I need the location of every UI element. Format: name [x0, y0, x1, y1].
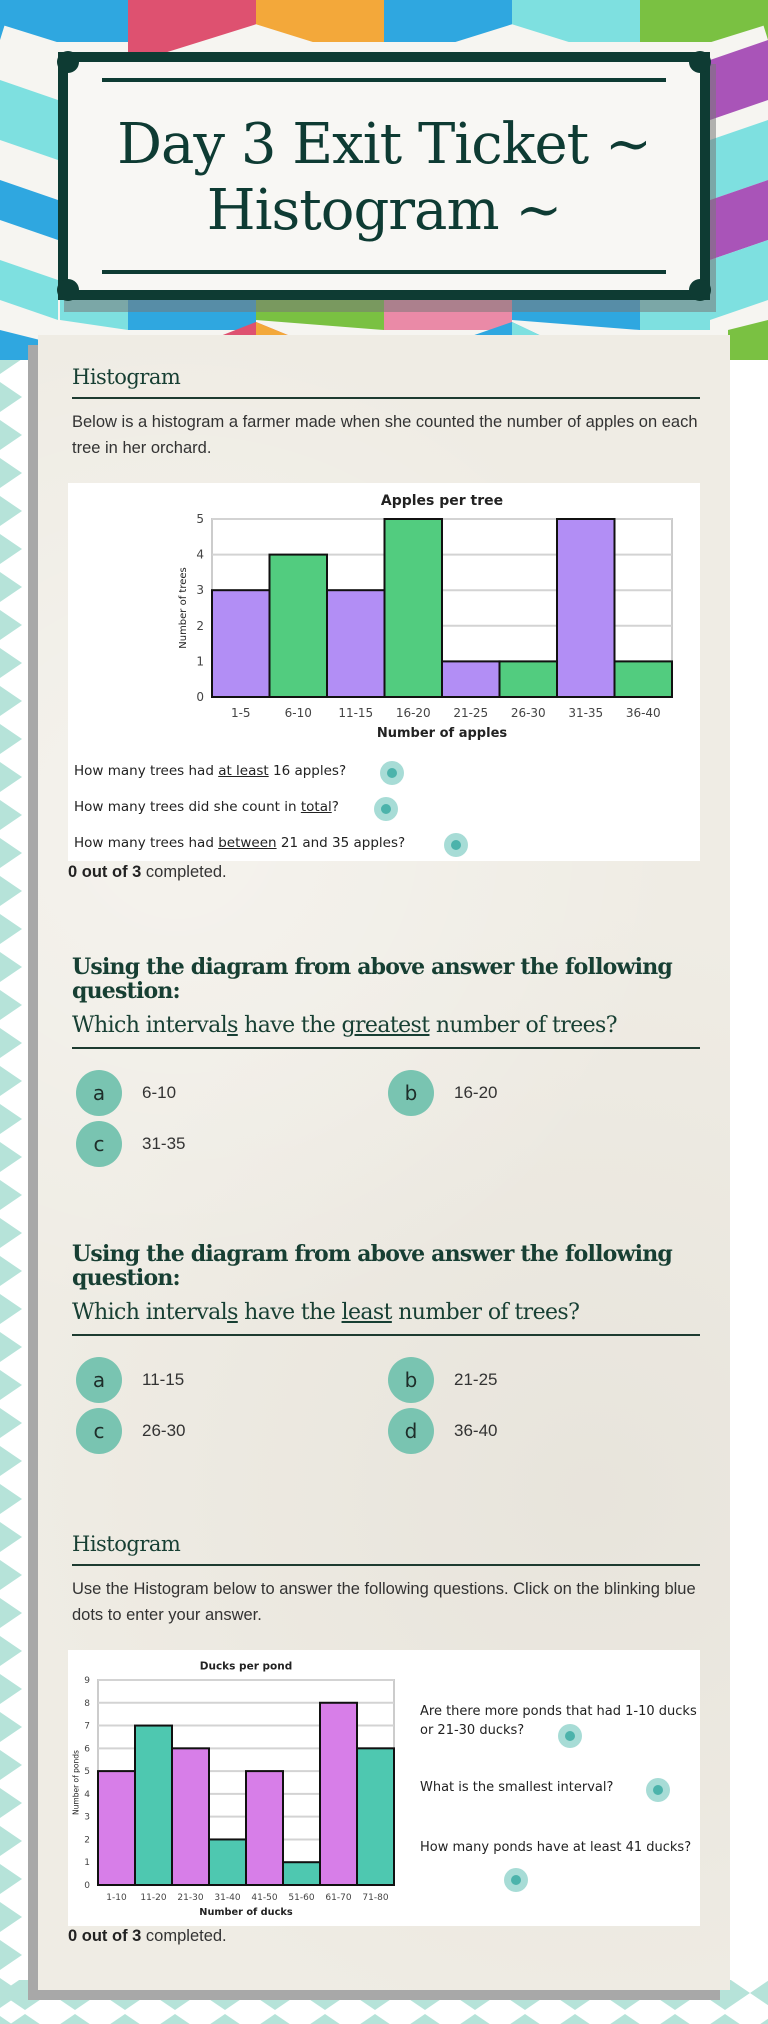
x-tick-label: 11-15 [338, 706, 374, 720]
question-smallest-interval: What is the smallest interval? [420, 1780, 614, 1795]
x-axis-label: Number of ducks [199, 1907, 293, 1918]
answer-dot-4[interactable] [558, 1724, 582, 1748]
option-badge: c [76, 1408, 122, 1454]
option-label: 31-35 [142, 1134, 186, 1153]
histogram-bar [327, 590, 385, 697]
ducks-chart-panel [68, 1650, 700, 1926]
histogram-bar [212, 590, 270, 697]
y-tick-label: 4 [84, 1789, 90, 1800]
question-more-ponds: Are there more ponds that had 1-10 ducks or 21-30 ducks? [420, 1704, 697, 1738]
option-label: 21-25 [454, 1370, 498, 1389]
y-tick-label: 0 [84, 1881, 90, 1891]
x-tick-label: 16-20 [395, 706, 431, 720]
question-between-21-35: How many trees had between 21 and 35 apples? [74, 835, 406, 851]
ticket-corner [57, 51, 79, 73]
x-tick-label: 51-60 [288, 1893, 315, 1903]
ticket-corner [689, 51, 711, 73]
y-tick-label: 8 [84, 1698, 90, 1709]
x-tick-label: 21-25 [453, 706, 489, 720]
histogram-bar [615, 661, 673, 697]
option-badge: d [388, 1408, 434, 1454]
y-tick-label: 1 [196, 654, 204, 669]
y-tick-label: 9 [84, 1676, 90, 1686]
histogram-bar [320, 1703, 357, 1885]
histogram-bar [283, 1862, 320, 1885]
y-tick-label: 3 [196, 583, 204, 598]
header-banner [0, 0, 768, 360]
answer-dot-2[interactable] [374, 797, 398, 821]
option-badge: c [76, 1121, 122, 1167]
histogram-bar [246, 1771, 283, 1885]
option-b[interactable] [388, 1070, 497, 1116]
x-tick-label: 31-40 [214, 1893, 241, 1903]
option-badge: a [76, 1357, 122, 1403]
histogram-section-2 [72, 1530, 700, 1628]
x-tick-label: 71-80 [362, 1893, 389, 1903]
option-c[interactable] [76, 1121, 185, 1167]
histogram-bar [500, 661, 558, 697]
y-tick-label: 6 [84, 1744, 90, 1755]
histogram-bar [98, 1771, 135, 1885]
option-a[interactable] [76, 1357, 184, 1403]
section-title: Histogram [72, 1532, 181, 1556]
histogram-bar [172, 1748, 209, 1885]
x-tick-label: 36-40 [625, 706, 661, 720]
y-tick-label: 3 [84, 1812, 90, 1823]
x-tick-label: 11-20 [140, 1893, 167, 1903]
question-text: Which intervals have the greatest number of trees? [72, 1013, 617, 1038]
completion-status-2: 0 out of 3 completed. [68, 1927, 227, 1945]
histogram-section-1 [72, 363, 700, 461]
x-axis-label: Number of apples [376, 726, 508, 741]
question-least-section [72, 1242, 700, 1336]
option-b[interactable] [388, 1357, 497, 1403]
title-ticket [58, 52, 710, 300]
section-title: Histogram [72, 365, 181, 389]
answer-dot-5[interactable] [646, 1778, 670, 1802]
histogram-bar [135, 1726, 172, 1885]
question-text: Which intervals have the least number of trees? [72, 1300, 580, 1325]
ticket-top-rule [102, 78, 666, 82]
x-tick-label: 41-50 [251, 1893, 278, 1903]
option-badge: a [76, 1070, 122, 1116]
y-tick-label: 2 [84, 1835, 90, 1846]
section-divider [72, 397, 700, 399]
y-tick-label: 4 [196, 547, 204, 562]
section-divider [72, 1334, 700, 1336]
histogram-bar [209, 1839, 246, 1885]
y-tick-label: 2 [196, 618, 204, 633]
y-tick-label: 5 [84, 1767, 90, 1778]
answer-dot-6[interactable] [504, 1868, 528, 1892]
option-label: 26-30 [142, 1421, 186, 1440]
question-greatest-section [72, 955, 700, 1049]
section-divider [72, 1564, 700, 1566]
option-label: 6-10 [142, 1083, 177, 1102]
option-c[interactable] [76, 1408, 185, 1454]
apples-chart-panel [68, 483, 700, 861]
x-tick-label: 1-5 [230, 706, 251, 720]
ticket-corner [689, 279, 711, 301]
y-tick-label: 5 [196, 512, 204, 526]
section-divider [72, 1047, 700, 1049]
histogram-bar [442, 661, 500, 697]
question-total: How many trees did she count in total? [74, 799, 339, 815]
option-a[interactable] [76, 1070, 176, 1116]
completion-status-1: 0 out of 3 completed. [68, 863, 227, 881]
option-label: 11-15 [142, 1370, 185, 1389]
section-description: Below is a histogram a farmer made when she counted the number of apples on each tree in her orchard. [72, 412, 698, 457]
chart-title: Apples per tree [380, 493, 504, 509]
answer-dot-1[interactable] [380, 761, 404, 785]
apples-histogram [68, 483, 700, 743]
option-d[interactable] [388, 1408, 497, 1454]
y-tick-label: 7 [84, 1721, 90, 1732]
x-tick-label: 31-35 [568, 706, 604, 720]
histogram-bar [270, 555, 328, 697]
answer-dot-3[interactable] [444, 833, 468, 857]
ticket-bottom-rule [102, 270, 666, 274]
histogram-bar [385, 519, 443, 697]
question-heading: Using the diagram from above answer the following question: [72, 1241, 672, 1291]
ducks-histogram [68, 1650, 408, 1926]
x-tick-label: 6-10 [284, 706, 312, 720]
chart-title: Ducks per pond [199, 1660, 293, 1673]
question-at-least-41: How many ponds have at least 41 ducks? [420, 1840, 692, 1855]
question-at-least-16: How many trees had at least 16 apples? [74, 763, 347, 779]
option-badge: b [388, 1357, 434, 1403]
worksheet-card [38, 335, 730, 1990]
y-axis-label: Number of trees [178, 567, 189, 649]
y-tick-label: 0 [196, 690, 204, 704]
x-tick-label: 21-30 [177, 1893, 204, 1903]
ticket-inner [68, 62, 700, 290]
x-tick-label: 26-30 [510, 706, 546, 720]
option-label: 36-40 [454, 1421, 498, 1440]
histogram-bar [357, 1748, 394, 1885]
y-tick-label: 1 [84, 1858, 90, 1869]
y-axis-label: Number of ponds [71, 1750, 81, 1815]
x-tick-label: 61-70 [325, 1893, 352, 1903]
ticket-corner [57, 279, 79, 301]
question-heading: Using the diagram from above answer the following question: [72, 954, 672, 1004]
histogram-bar [557, 519, 615, 697]
option-label: 16-20 [454, 1083, 498, 1102]
option-badge: b [388, 1070, 434, 1116]
section-description: Use the Histogram below to answer the following questions. Click on the blinking blue dots to enter your answer. [72, 1579, 696, 1624]
x-tick-label: 1-10 [106, 1893, 127, 1903]
page-title: Day 3 Exit Ticket ~ Histogram ~ [117, 112, 651, 243]
